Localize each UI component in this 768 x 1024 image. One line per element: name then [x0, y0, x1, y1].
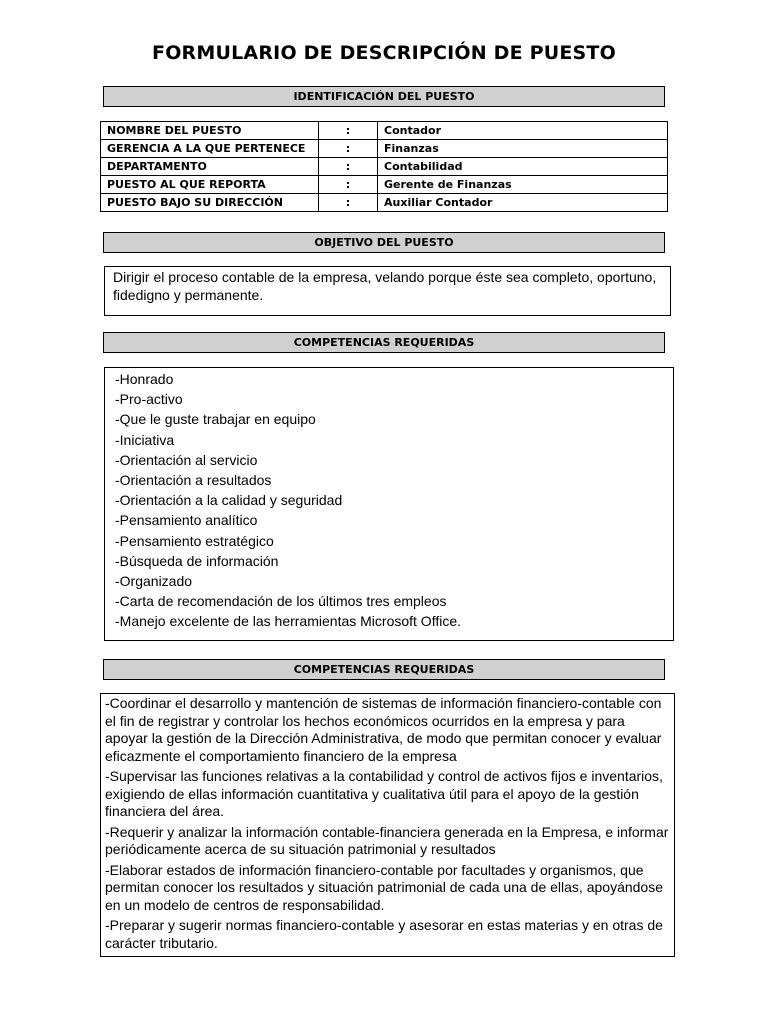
list-item: -Que le guste trabajar en equipo: [115, 411, 316, 428]
table-row: [101, 194, 668, 212]
list-item: -Honrado: [115, 371, 174, 387]
function-paragraph: -Preparar y sugerir normas financiero-contable y asesorar en estas materias y en otras de carácter tributario.: [105, 917, 663, 951]
function-paragraph: -Requerir y analizar la información contable-financiera generada en la Empresa, e informar periódicamente acerca de su situación patrimonial y resultados: [105, 823, 669, 857]
functions-box: [100, 693, 675, 957]
list-item: -Organizado: [115, 573, 193, 590]
competencies-list: [115, 369, 663, 632]
section-header-identificacion: IDENTIFICACIÓN DEL PUESTO: [103, 86, 665, 107]
field-value: Gerente de Finanzas: [378, 176, 668, 194]
list-item: -Orientación al servicio: [115, 451, 258, 468]
objective-box: [104, 266, 671, 316]
field-label: GERENCIA A LA QUE PERTENECE: [101, 140, 319, 158]
list-item: -Pro-activo: [115, 391, 183, 408]
section-header-objetivo: OBJETIVO DEL PUESTO: [103, 232, 665, 253]
field-value: Auxiliar Contador: [378, 194, 668, 212]
list-item: -Orientación a la calidad y seguridad: [115, 492, 343, 509]
list-item: -Orientación a resultados: [115, 472, 272, 489]
identification-table: [100, 121, 668, 212]
field-value: Finanzas: [378, 140, 668, 158]
table-row: [101, 158, 668, 176]
function-paragraph: -Elaborar estados de información financiero-contable por facultades y organismos, que permitan conocer los resultados y situación patrimonial de cada una de ellas, apoyándose en un modelo de centros de responsabilidad.: [105, 861, 664, 913]
table-row: [101, 140, 668, 158]
list-item: -Pensamiento analítico: [115, 512, 258, 529]
list-item: -Pensamiento estratégico: [115, 532, 274, 549]
function-paragraph: -Supervisar las funciones relativas a la contabilidad y control de activos fijos e inventarios, exigiendo de ellas información cuantitativa y cualitativa útil para el apoyo de la gestión financiera del área.: [105, 768, 663, 819]
list-item: -Iniciativa: [115, 431, 175, 448]
section-header-funciones: COMPETENCIAS REQUERIDAS: [103, 659, 665, 680]
list-item: -Búsqueda de información: [115, 552, 279, 569]
field-separator: :: [319, 140, 378, 158]
field-label: PUESTO BAJO SU DIRECCIÓN: [101, 194, 319, 212]
section-header-competencias: COMPETENCIAS REQUERIDAS: [103, 332, 665, 353]
field-value: Contabilidad: [378, 158, 668, 176]
field-separator: :: [319, 194, 378, 212]
field-label: PUESTO AL QUE REPORTA: [101, 176, 319, 194]
competencies-box: [104, 367, 674, 641]
field-label: NOMBRE DEL PUESTO: [101, 122, 319, 140]
function-paragraph: -Coordinar el desarrollo y mantención de sistemas de información financiero-contable con el fin de registrar y controlar los hechos económicos ocurridos en la empresa y para apoyar la gestión de la Dirección Administrativa, de modo que permitan conocer y evaluar eficazmente el comportamiento financiero de la empresa: [105, 695, 662, 764]
field-separator: :: [319, 158, 378, 176]
list-item: -Carta de recomendación de los últimos tres empleos: [115, 593, 447, 610]
page-title: FORMULARIO DE DESCRIPCIÓN DE PUESTO: [152, 42, 616, 64]
field-separator: :: [319, 176, 378, 194]
list-item: -Manejo excelente de las herramientas Microsoft Office.: [115, 613, 462, 630]
field-value: Contador: [378, 122, 668, 140]
field-label: DEPARTAMENTO: [101, 158, 319, 176]
objective-text: Dirigir el proceso contable de la empresa, velando porque éste sea completo, oportuno, fidedigno y permanente.: [113, 269, 657, 303]
field-separator: :: [319, 122, 378, 140]
table-row: [101, 122, 668, 140]
table-row: [101, 176, 668, 194]
